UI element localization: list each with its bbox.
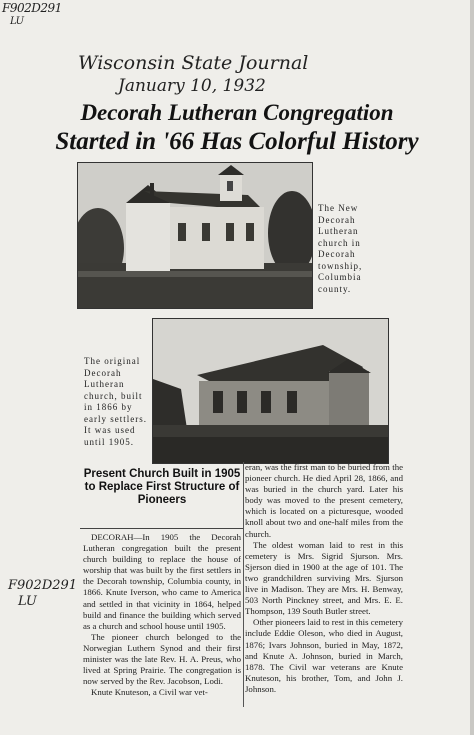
new-church-photo	[77, 162, 313, 309]
column-2-paragraph: Other pioneers laid to rest in this cemetery include Eddie Oleson, who died in August, 1876; Ivars Johnson, buried in May, 1872, and Knute A. Johnson, buried in March, 1878. The Civil war veterans are Knute Knuteson, his brother, Tom, and John J. Johnson.	[245, 617, 403, 694]
original-church-illustration	[153, 319, 388, 463]
original-church-caption: The original Decorah Lutheran church, built in 1866 by early settlers. It was used until 1905.	[84, 356, 147, 447]
publication-name: Wisconsin State Journal	[78, 52, 309, 74]
headline-line-1: Decorah Lutheran Congregation	[80, 100, 394, 125]
original-church-photo	[152, 318, 389, 464]
new-church-illustration	[78, 163, 312, 308]
page-edge	[470, 0, 474, 735]
column-1-paragraph: Knute Knuteson, a Civil war vet-	[91, 687, 208, 698]
margin-note-suffix: LU	[18, 594, 37, 609]
publication-date: January 10, 1932	[118, 76, 266, 96]
column-divider	[243, 462, 244, 707]
new-church-caption: The New Decorah Lutheran church in Decorah township, Columbia county.	[318, 203, 363, 294]
archive-stamp-code: F902D291	[2, 1, 62, 15]
article-subhead: Present Church Built in 1905 to Replace First Structure of Pioneers	[83, 468, 241, 506]
headline-line-2: Started in '66 Has Colorful History	[55, 128, 419, 155]
article-column-2	[245, 462, 403, 695]
margin-catalog-note	[8, 578, 77, 610]
column-2-paragraph: eran, was the first man to be buried from the pioneer church. He died April 28, 1866, and was buried in the church yard. Later his body was moved to the present cemetery, which is located on a picturesque, wooded knoll about two and one-half miles from the church.	[245, 462, 403, 539]
column-1-paragraph: DECORAH—In 1905 the Decorah Lutheran congregation built the present church building to replace the house of worship that was built by the first settlers in the Decorah township, Columbia county, in 1866. Knute Iverson, who came to America and settled in that vicinity in 1864, helped build and finance the building which served as a church and school house until 1905.	[83, 532, 241, 631]
article-column-1	[83, 532, 241, 698]
archive-stamp	[2, 2, 62, 28]
subhead-divider	[80, 528, 243, 529]
margin-note-code: F902D291	[8, 578, 78, 593]
column-1-paragraph: The pioneer church belonged to the Norwegian Luthern Synod and their first minister was the late Rev. H. A. Preus, who lived at Spring Prairie. The congregation is now served by the Rev. Jacobson, Lodi.	[83, 631, 241, 687]
archive-stamp-suffix: LU	[10, 16, 24, 27]
column-2-paragraph: The oldest woman laid to rest in this cemetery is Mrs. Sigrid Sjurson. Mrs. Sjerson died in 1900 at the age of 101. The two grandchildren surviving Mrs. Sjurson live in Madison. They are Mrs. H. Benway, 503 North Pinckney street, and Mrs. E. E. Thompson, 139 South Butler street.	[245, 539, 403, 617]
